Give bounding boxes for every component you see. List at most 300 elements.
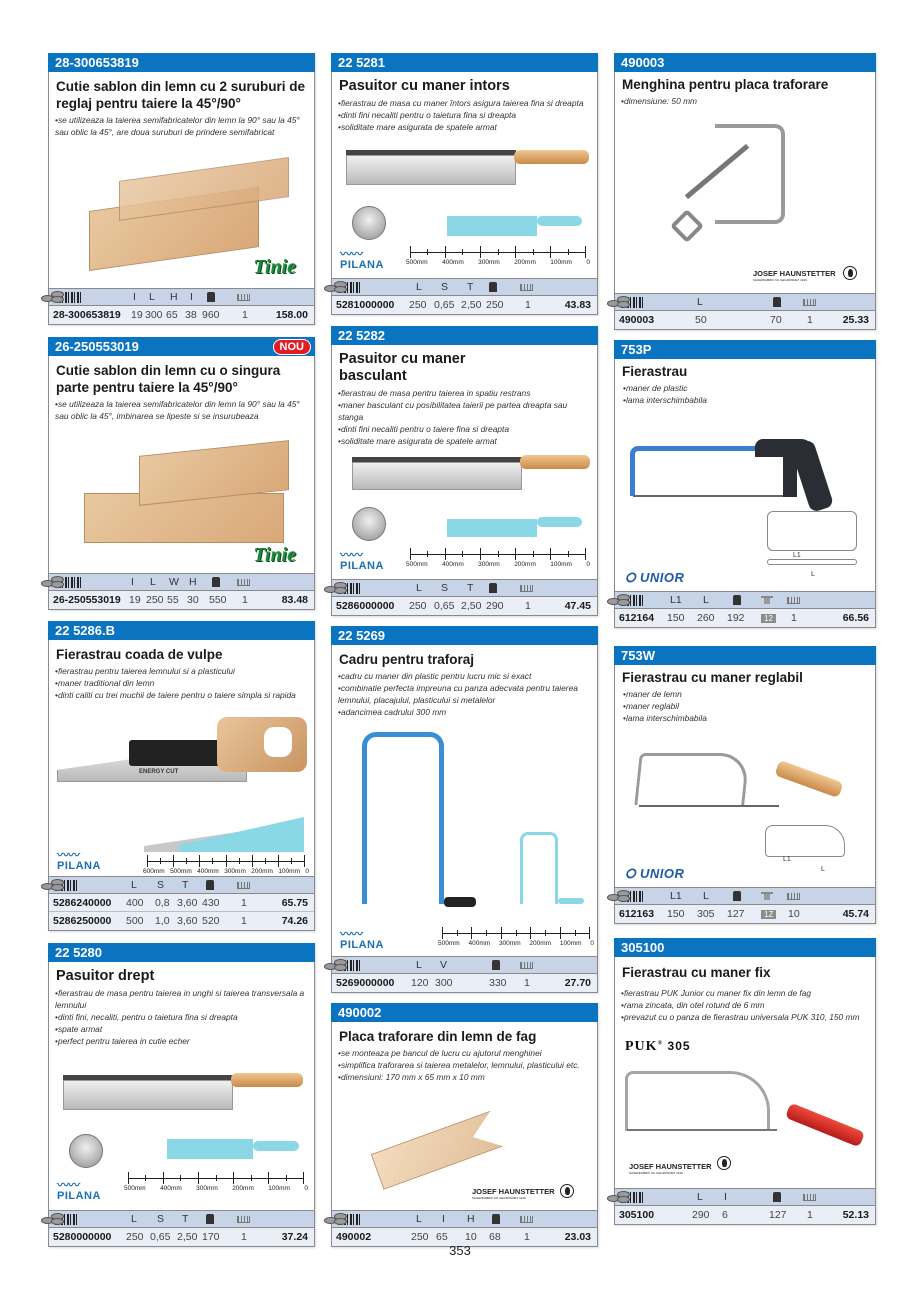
weight-value: 192	[727, 612, 745, 624]
table-row	[49, 306, 314, 324]
feature-item: • simplifica traforarea si taierea metalelor, lemnului, plasticului etc.	[338, 1059, 592, 1071]
spec-table	[49, 1210, 314, 1246]
column-header: T	[182, 879, 189, 891]
column-header: T	[467, 281, 474, 293]
spec-value: 0,65	[434, 299, 455, 311]
spec-table-header	[49, 288, 314, 306]
haunstetter-leaf-icon	[717, 1156, 731, 1170]
feature-list	[332, 97, 597, 133]
feature-item: • lama interschimbabila	[623, 712, 870, 724]
spec-value: 10	[465, 1231, 477, 1243]
page-number: 353	[449, 1243, 471, 1258]
dimension-label-l: L	[811, 571, 815, 578]
spec-table-header	[332, 1210, 597, 1228]
weight-value: 127	[727, 908, 745, 920]
product-card-22-5282	[331, 326, 598, 616]
product-code: 753W	[621, 648, 655, 663]
weight-icon	[206, 880, 214, 890]
column-header: L	[416, 281, 422, 293]
coins-price-icon	[41, 291, 65, 303]
spec-table-header	[332, 579, 597, 597]
spec-value: 3,60	[177, 915, 198, 927]
pilana-wave-icon: 〰〰	[340, 927, 363, 941]
pack-quantity-icon	[787, 893, 800, 900]
price-value: 45.74	[842, 908, 869, 920]
product-code-header	[48, 337, 315, 356]
pack-value: 1	[791, 612, 797, 624]
column-header: L	[703, 594, 709, 606]
column-header: S	[157, 1213, 165, 1225]
pack-quantity-icon	[520, 585, 533, 592]
feature-list	[615, 987, 875, 1023]
brand-logo-puk: PUK® 305	[625, 1039, 691, 1054]
product-card-753p	[614, 340, 876, 628]
spec-table-header	[49, 1210, 314, 1228]
product-code-header	[331, 326, 598, 345]
column-header: H	[170, 291, 178, 303]
product-image-miter-box-single	[49, 433, 314, 573]
pack-value: 1	[241, 896, 247, 909]
spec-table-header	[615, 887, 875, 905]
spec-value: 50	[695, 314, 707, 326]
price-value: 47.45	[564, 600, 591, 612]
coins-price-icon	[607, 296, 631, 308]
article-code: 28-300653819	[53, 309, 121, 321]
product-title: Placa traforare din lemn de fag	[339, 1029, 537, 1044]
table-row	[615, 609, 875, 627]
weight-icon	[489, 583, 497, 593]
brand-logo-pilana: 〰〰 PILANA	[340, 548, 384, 572]
size-ruler: 500mm 400mm 300mm 200mm 100mm 0	[410, 548, 586, 570]
feature-item: • cadru cu maner din plastic pentru lucru mic si exact	[338, 670, 592, 682]
price-value: 83.48	[281, 594, 308, 606]
spec-value: 55	[167, 594, 179, 606]
column-header: H	[189, 576, 197, 588]
coins-price-icon	[324, 959, 348, 971]
feature-list	[615, 688, 875, 724]
column-header: I	[190, 291, 193, 303]
product-image-backsaw-turned	[332, 144, 597, 244]
pack-quantity-icon	[237, 294, 250, 301]
column-header: I	[442, 1213, 445, 1225]
spec-value: 30	[187, 594, 199, 606]
haunstetter-leaf-icon	[843, 266, 857, 280]
pilana-wave-icon: 〰〰	[57, 848, 80, 862]
spec-table-header	[332, 278, 597, 296]
feature-item: • fierastrau pentru taierea lemnului si a plasticului	[55, 665, 309, 677]
product-image-backsaw	[49, 1069, 314, 1169]
column-header: S	[157, 879, 165, 891]
brand-logo-pilana: 〰〰 PILANA	[57, 848, 101, 872]
spec-table	[332, 579, 597, 615]
feature-item: • dinti fini necaliti pentru o taiere fina si dreapta	[338, 423, 592, 435]
price-value: 27.70	[564, 977, 591, 989]
price-value: 65.75	[281, 896, 308, 909]
product-code-header	[614, 53, 876, 72]
dimension-label-l: L	[821, 866, 825, 873]
pack-value: 1	[242, 594, 248, 606]
spec-value: 19	[131, 309, 143, 321]
coins-price-icon	[41, 879, 65, 891]
article-code: 305100	[619, 1209, 655, 1221]
article-code: 26-250553019	[53, 594, 121, 606]
feature-item: • rama zincata, din otel rotund de 6 mm	[621, 999, 870, 1011]
pack-quantity-icon	[520, 1216, 533, 1223]
column-header: V	[440, 959, 448, 971]
product-card-490003	[614, 53, 876, 330]
column-header: L	[697, 1191, 703, 1203]
table-row	[49, 591, 314, 609]
weight-icon	[733, 595, 741, 605]
spec-table-header	[615, 591, 875, 609]
feature-item: • se utilizeaza la taierea semifabricatelor din lemn la 90° sau la 45° sau oblic la 45°, imbinarea se lipeste si se insurubeaza	[55, 398, 309, 422]
spec-value: 305	[697, 908, 715, 920]
column-header: W	[169, 576, 179, 588]
column-header: I	[131, 576, 134, 588]
coins-price-icon	[324, 281, 348, 293]
product-code-header	[48, 621, 315, 640]
product-title: Cadru pentru traforaj	[339, 652, 475, 667]
pack-quantity-icon	[237, 882, 250, 889]
pack-value: 1	[242, 309, 248, 321]
feature-item: • fierastrau de masa pentru taierea in unghi si taierea transversala a lemnului	[55, 987, 309, 1011]
product-title: Cutie sablon din lemn cu o singura parte pentru taiere la 45°/90°	[56, 363, 281, 395]
feature-list	[49, 665, 314, 701]
unior-logo-icon: ⭘	[625, 866, 641, 881]
feature-list	[615, 382, 875, 406]
new-badge: NOU	[273, 339, 311, 355]
pack-value: 1	[524, 977, 530, 989]
product-card-490002	[331, 1003, 598, 1247]
tooth-detail-icon	[69, 1134, 103, 1168]
spec-value: 38	[185, 309, 197, 321]
feature-item: • spate armat	[55, 1023, 309, 1035]
article-code: 612164	[619, 612, 655, 624]
spec-table	[615, 887, 875, 923]
product-code: 22 5286.B	[55, 623, 115, 638]
pack-quantity-icon	[787, 597, 800, 604]
price-value: 25.33	[842, 314, 869, 326]
spec-value: 150	[667, 612, 685, 624]
column-header: T	[467, 582, 474, 594]
weight-icon	[207, 292, 215, 302]
table-row	[332, 296, 597, 314]
table-row	[49, 912, 314, 930]
spec-value: 6	[722, 1209, 728, 1221]
product-card-22-5286-b	[48, 621, 315, 931]
column-header: L	[131, 1213, 137, 1225]
spec-table	[615, 293, 875, 329]
spec-value: 2,50	[177, 1231, 198, 1243]
price-value: 158.00	[275, 309, 308, 321]
spec-value: 120	[411, 977, 429, 989]
table-row	[49, 894, 314, 912]
product-title: Cutie sablon din lemn cu 2 suruburi de reglaj pentru taiere la 45°/90°	[56, 79, 306, 111]
weight-icon	[489, 282, 497, 292]
product-code-header	[48, 53, 315, 72]
brand-logo-tinie: Tinie	[253, 544, 296, 566]
product-code: 22 5281	[338, 55, 385, 70]
article-code: 5269000000	[336, 977, 395, 989]
spec-value: 250	[409, 600, 427, 612]
table-row	[615, 1206, 875, 1224]
coins-price-icon	[607, 1191, 631, 1203]
table-row	[332, 597, 597, 615]
feature-item: • dimensiuni: 170 mm x 65 mm x 10 mm	[338, 1071, 592, 1083]
feature-list	[49, 987, 314, 1047]
pack-quantity-icon	[520, 284, 533, 291]
pilana-wave-icon: 〰〰	[57, 1178, 80, 1192]
spec-table	[615, 591, 875, 627]
spec-value: 300	[435, 977, 453, 989]
coins-price-icon	[607, 594, 631, 606]
unior-logo-icon: ⭘	[625, 570, 641, 585]
product-code: 305100	[621, 940, 665, 955]
column-header: L	[697, 296, 703, 308]
weight-value: 250	[486, 299, 504, 311]
spec-value: 400	[126, 896, 144, 909]
column-header: L	[703, 890, 709, 902]
article-code: 490002	[336, 1231, 372, 1243]
product-code: 490003	[621, 55, 665, 70]
feature-list	[49, 114, 314, 138]
spec-table	[49, 876, 314, 930]
product-code: 490002	[338, 1005, 382, 1020]
column-header: I	[133, 291, 136, 303]
feature-list	[49, 398, 314, 422]
price-value: 52.13	[842, 1209, 869, 1221]
product-code-header	[331, 53, 598, 72]
article-code: 5280000000	[53, 1231, 112, 1243]
product-card-26-250553019	[48, 337, 315, 610]
feature-item: • maner traditional din lemn	[55, 677, 309, 689]
pilana-wave-icon: 〰〰	[340, 548, 363, 562]
table-row	[615, 905, 875, 923]
product-card-28-300653819	[48, 53, 315, 325]
spec-value: 250	[409, 299, 427, 311]
feature-item: • fierastrau de masa pentru taierea in spatiu restrans	[338, 387, 592, 399]
product-title: Pasuitor drept	[56, 968, 155, 984]
column-header: L1	[670, 890, 682, 902]
article-code: 490003	[619, 314, 655, 326]
weight-icon	[773, 1192, 781, 1202]
feature-item: • perfect pentru taierea in cutie echer	[55, 1035, 309, 1047]
pack-quantity-icon	[237, 579, 250, 586]
spec-value: 65	[166, 309, 178, 321]
dimension-label-l1: L1	[783, 856, 791, 863]
column-header: L	[149, 291, 155, 303]
feature-item: • maner reglabil	[623, 700, 870, 712]
feature-list	[332, 387, 597, 447]
weight-value: 68	[489, 1231, 501, 1243]
spec-table-header	[615, 1188, 875, 1206]
pack-quantity-icon	[803, 299, 816, 306]
pack-quantity-icon	[520, 962, 533, 969]
brand-logo-josef-haunstetter: JOSEF HAUNSTETTER SÄGENFABRIK KG GEGRÜNDET 1916	[472, 1187, 555, 1200]
article-code: 5281000000	[336, 299, 395, 311]
product-code-header	[614, 340, 876, 359]
brand-logo-tinie: Tinie	[253, 256, 296, 278]
weight-value: 430	[202, 896, 220, 909]
size-ruler: 500mm 400mm 300mm 200mm 100mm 0	[410, 246, 586, 268]
column-header: L	[416, 582, 422, 594]
feature-item: • lama interschimbabila	[623, 394, 870, 406]
product-title: Fierastrau	[622, 364, 688, 379]
brand-logo-pilana: 〰〰 PILANA	[57, 1178, 101, 1202]
table-row	[332, 974, 597, 992]
brand-logo-unior: ⭘ UNIOR	[625, 866, 685, 881]
pack-value: 1	[524, 1231, 530, 1243]
feature-item: • fierastrau de masa cu maner întors asigura taierea fina si dreapta	[338, 97, 592, 109]
feature-item: • prevazut cu o panza de fierastrau universala PUK 310, 150 mm	[621, 1011, 870, 1023]
feature-item: • dinti caliti cu trei muchii de taiere pentru o taiere simpla si rapida	[55, 689, 309, 701]
pack-quantity-icon	[237, 1216, 250, 1223]
feature-item: • adancimea cadrului 300 mm	[338, 706, 592, 718]
pack-value: 1	[807, 1209, 813, 1221]
product-image-puk-saw	[615, 1059, 875, 1169]
column-header: T	[182, 1213, 189, 1225]
price-value: 74.26	[281, 915, 308, 927]
feature-item: • soliditate mare asigurata de spatele armat	[338, 121, 592, 133]
brand-logo-pilana: 〰〰 PILANA	[340, 927, 384, 951]
spec-value: 500	[126, 915, 144, 927]
product-image-fret-board	[332, 1084, 597, 1204]
product-card-22-5280	[48, 943, 315, 1247]
product-code: 28-300653819	[55, 55, 139, 70]
dimension-label-l1: L1	[793, 552, 801, 559]
tooth-detail-icon	[352, 507, 386, 541]
column-header: L	[150, 576, 156, 588]
spec-value: 260	[697, 612, 715, 624]
spec-value: 65	[436, 1231, 448, 1243]
feature-item: • se utilizeaza la taierea semifabricatelor din lemn la 90° sau la 45° sau oblic la 45°, are doua suruburi de prindere semifabricat	[55, 114, 309, 138]
package-box-icon	[761, 596, 773, 605]
coins-price-icon	[324, 1213, 348, 1225]
article-code: 5286000000	[336, 600, 395, 612]
product-title: Pasuitor cu maner basculant	[339, 351, 466, 384]
column-header: S	[441, 582, 449, 594]
feature-item: • dimensiune: 50 mm	[621, 95, 870, 107]
product-image-fret-saw-frame	[332, 727, 597, 927]
feature-list	[332, 1047, 597, 1083]
pack-value: 1	[807, 314, 813, 326]
pack-value: 1	[241, 915, 247, 927]
weight-value: 70	[770, 314, 782, 326]
product-card-305100	[614, 938, 876, 1225]
column-header: L	[131, 879, 137, 891]
price-value: 37.24	[281, 1231, 308, 1243]
pilana-wave-icon: 〰〰	[340, 247, 363, 261]
column-header: I	[724, 1191, 727, 1203]
spec-value: 300	[145, 309, 163, 321]
spec-table-header	[332, 956, 597, 974]
weight-icon	[492, 960, 500, 970]
weight-value: 550	[209, 594, 227, 606]
feature-item: • se monteaza pe bancul de lucru cu ajutorul menghinei	[338, 1047, 592, 1059]
spec-value: 150	[667, 908, 685, 920]
pack-quantity-icon	[803, 1194, 816, 1201]
product-image-miter-box	[49, 149, 314, 289]
feature-list	[615, 95, 875, 107]
product-title: Pasuitor cu maner intors	[339, 78, 510, 94]
product-title: Menghina pentru placa traforare	[622, 77, 829, 92]
feature-list	[332, 670, 597, 718]
feature-item: • fierastrau PUK Junior cu maner fix din lemn de fag	[621, 987, 870, 999]
weight-value: 127	[769, 1209, 787, 1221]
coins-price-icon	[607, 890, 631, 902]
weight-icon	[492, 1214, 500, 1224]
spec-table-header	[49, 876, 314, 894]
size-ruler: 500mm 400mm 300mm 200mm 100mm 0	[128, 1172, 304, 1194]
product-card-22-5269	[331, 626, 598, 993]
product-code: 22 5282	[338, 328, 385, 343]
spec-table	[332, 1210, 597, 1246]
size-ruler: 500mm 400mm 300mm 200mm 100mm 0	[442, 927, 590, 949]
package-box-icon	[761, 892, 773, 901]
brand-logo-josef-haunstetter: JOSEF HAUNSTETTER SÄGENFABRIK KG GEGRÜNDET 1916	[629, 1162, 712, 1175]
feature-item: • maner de lemn	[623, 688, 870, 700]
coins-price-icon	[41, 1213, 65, 1225]
spec-table	[615, 1188, 875, 1224]
product-code-header	[614, 646, 876, 665]
table-row	[615, 311, 875, 329]
article-code: 612163	[619, 908, 655, 920]
weight-value: 520	[202, 915, 220, 927]
column-header: L	[416, 959, 422, 971]
spec-table	[332, 956, 597, 992]
weight-value: 170	[202, 1231, 220, 1243]
pack-value: 1	[241, 1231, 247, 1243]
brand-logo-josef-haunstetter: JOSEF HAUNSTETTER SÄGENFABRIK KG GEGRÜNDET 1916	[753, 269, 836, 282]
spec-value: 290	[692, 1209, 710, 1221]
product-code: 22 5269	[338, 628, 385, 643]
product-code-header	[331, 626, 598, 645]
feature-item: • dinti fini, necaliti, pentru o taietura fina si dreapta	[55, 1011, 309, 1023]
product-card-753w	[614, 646, 876, 924]
size-ruler: 600mm 500mm 400mm 300mm 200mm 100mm 0	[147, 855, 305, 877]
spec-value: 0,8	[155, 896, 170, 909]
product-code: 753P	[621, 342, 652, 357]
column-header: L1	[670, 594, 682, 606]
price-value: 66.56	[842, 612, 869, 624]
spec-value: 0,65	[434, 600, 455, 612]
product-image-adjustable-hacksaw	[615, 735, 875, 885]
article-code: 5286250000	[53, 915, 112, 927]
spec-value: 1,0	[155, 915, 170, 927]
weight-value: 330	[489, 977, 507, 989]
spec-table	[49, 288, 314, 324]
brand-logo-unior: ⭘ UNIOR	[625, 570, 685, 585]
feature-item: • maner basculant cu posibilitatea taierii pe partea dreapta sau stanga	[338, 399, 592, 423]
spec-table-header	[49, 573, 314, 591]
product-code: 22 5280	[55, 945, 102, 960]
product-label: ENERGY CUT	[139, 769, 179, 775]
product-code-header	[614, 938, 876, 957]
column-header: L	[416, 1213, 422, 1225]
feature-item: • maner de plastic	[623, 382, 870, 394]
price-value: 43.83	[564, 299, 591, 311]
feature-item: • dinti fini necaliti pentru o taietura fina si dreapta	[338, 109, 592, 121]
coins-price-icon	[41, 576, 65, 588]
brand-logo-pilana: 〰〰 PILANA	[340, 247, 384, 271]
spec-table-header	[615, 293, 875, 311]
spec-value: 250	[146, 594, 164, 606]
haunstetter-leaf-icon	[560, 1184, 574, 1198]
spec-value: 3,60	[177, 896, 198, 909]
spec-table	[332, 278, 597, 314]
spec-table	[49, 573, 314, 609]
weight-icon	[212, 577, 220, 587]
